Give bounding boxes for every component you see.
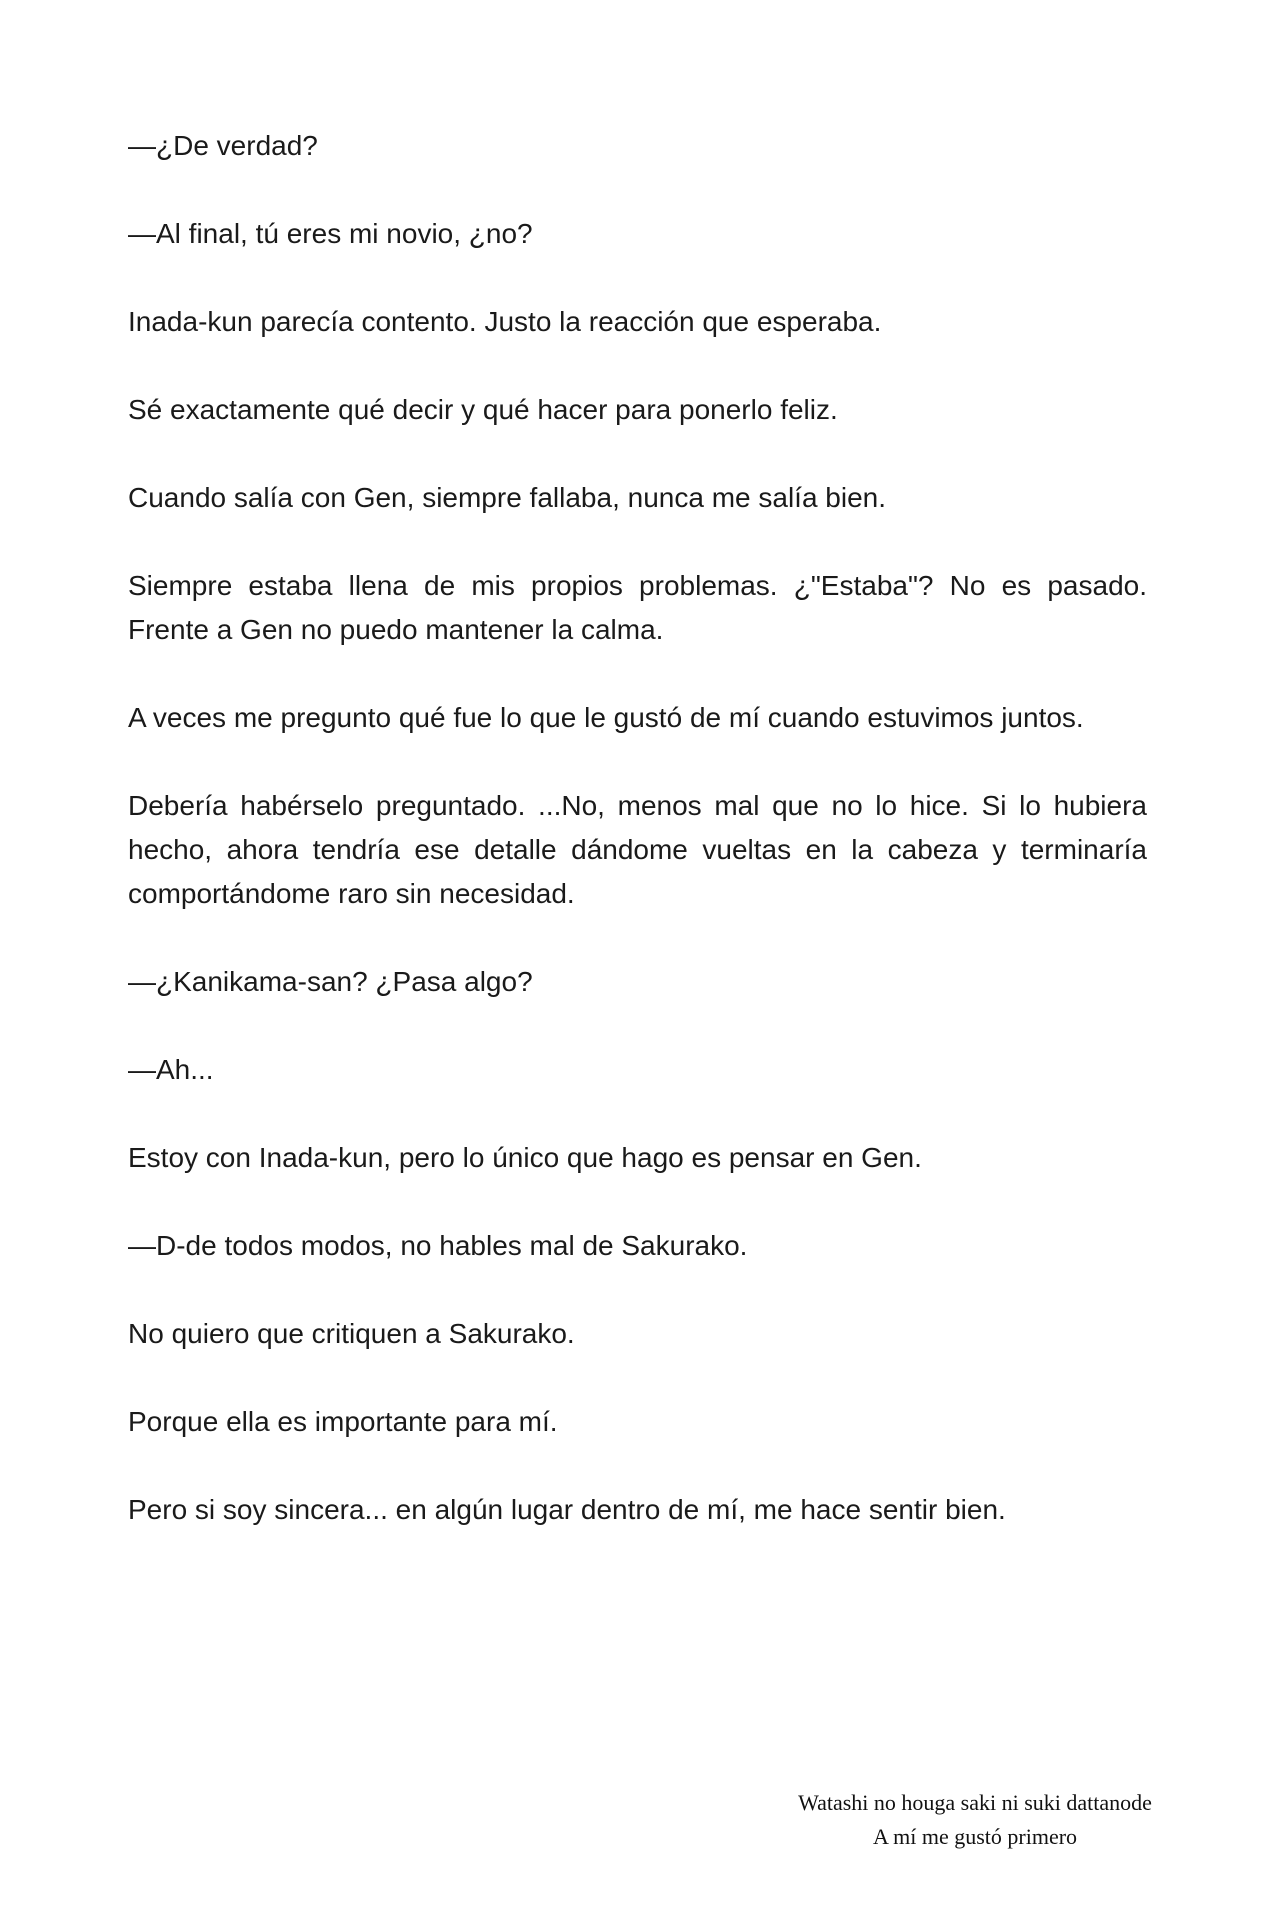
paragraph: Inada-kun parecía contento. Justo la reacción que esperaba. (128, 306, 882, 337)
paragraph: —¿De verdad? (128, 130, 318, 161)
paragraph: Estoy con Inada-kun, pero lo único que hago es pensar en Gen. (128, 1142, 922, 1173)
paragraph: Porque ella es importante para mí. (128, 1406, 558, 1437)
paragraph: A veces me pregunto qué fue lo que le gustó de mí cuando estuvimos juntos. (128, 702, 1084, 733)
paragraph: —¿Kanikama-san? ¿Pasa algo? (128, 966, 533, 997)
footer-title-romaji: Watashi no houga saki ni suki dattanode (798, 1790, 1152, 1815)
page-footer (700, 1786, 1250, 1854)
body-text (128, 124, 1147, 1576)
paragraph: —D-de todos modos, no hables mal de Sakurako. (128, 1230, 748, 1261)
paragraph: No quiero que critiquen a Sakurako. (128, 1318, 575, 1349)
paragraph: Siempre estaba llena de mis propios problemas. ¿"Estaba"? No es pasado. Frente a Gen no puedo mantener la calma. (128, 570, 1147, 645)
paragraph: Sé exactamente qué decir y qué hacer para ponerlo feliz. (128, 394, 838, 425)
paragraph: Debería habérselo preguntado. ...No, menos mal que no lo hice. Si lo hubiera hecho, ahora tendría ese detalle dándome vueltas en la cabeza y terminaría comportándome raro sin necesidad. (128, 790, 1147, 909)
paragraph: Cuando salía con Gen, siempre fallaba, nunca me salía bien. (128, 482, 887, 513)
paragraph: —Al final, tú eres mi novio, ¿no? (128, 218, 533, 249)
paragraph: —Ah... (128, 1054, 214, 1085)
footer-title-spanish: A mí me gustó primero (872, 1824, 1078, 1849)
paragraph: Pero si soy sincera... en algún lugar dentro de mí, me hace sentir bien. (128, 1494, 1006, 1525)
